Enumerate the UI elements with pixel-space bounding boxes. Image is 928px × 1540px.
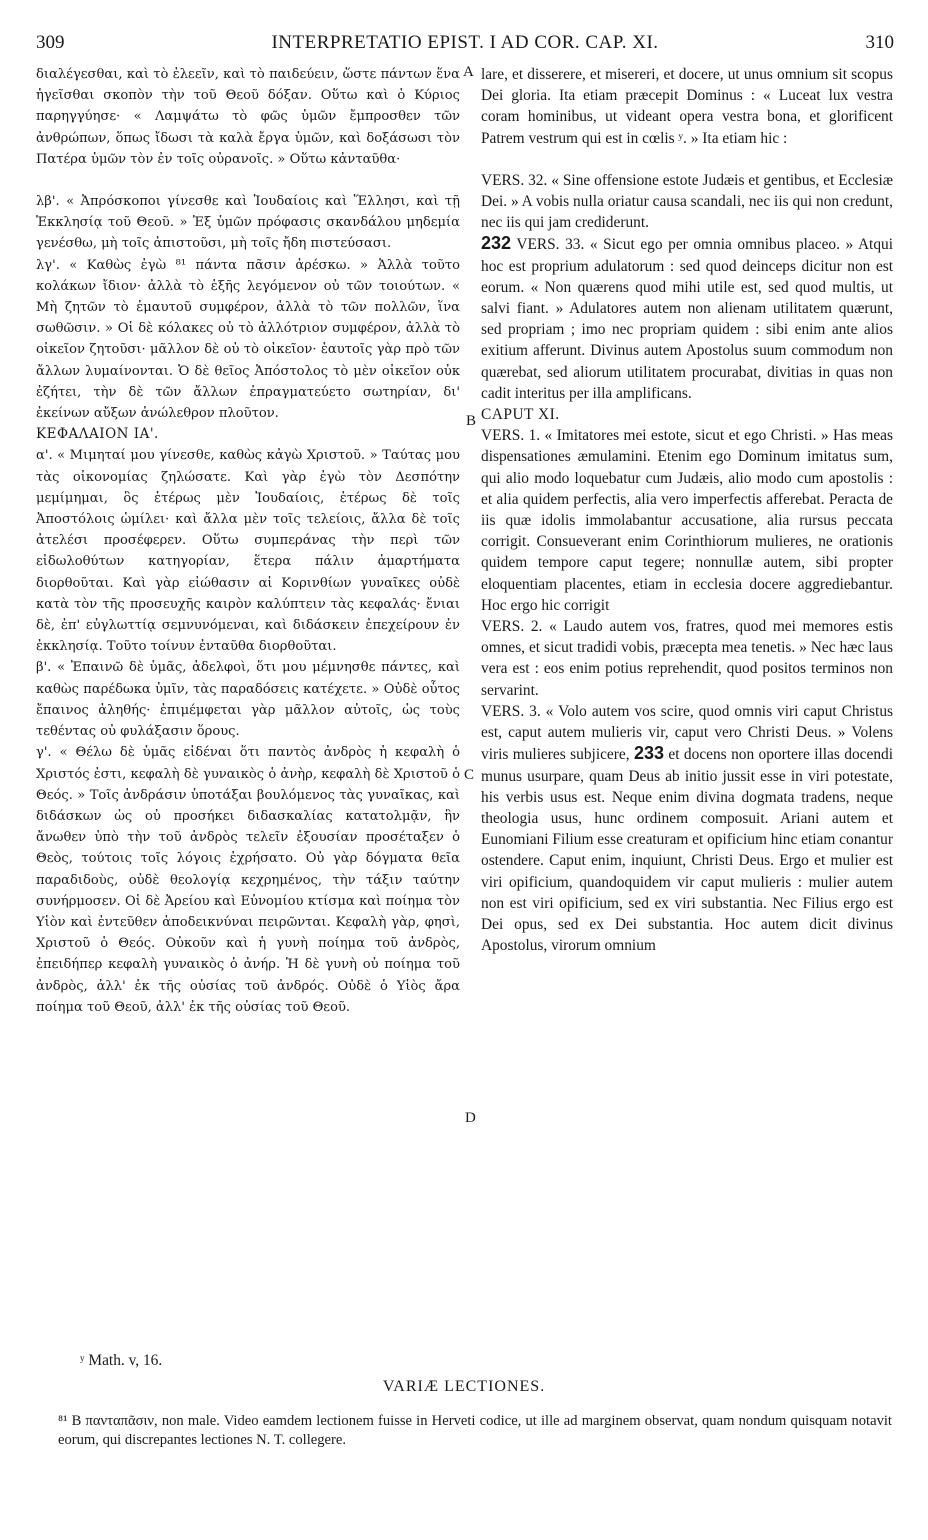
greek-chapter-heading: ΚΕΦΑΛΑΙΟΝ ΙΑ'. [36, 426, 159, 443]
margin-letter-d: D [465, 1110, 476, 1126]
latin-paragraph-6a: VERS. 3. « Volo autem vos scire, quod omnis viri caput Christus est, caput autem mulieris vir, caput vero Christi Deus. » Volens viris mulieres subjicere, [481, 702, 893, 764]
latin-paragraph-6 [481, 701, 893, 956]
latin-paragraph-3 [481, 233, 893, 404]
latin-paragraph-4: VERS. 1. « Imitatores mei estote, sicut et ego Christi. » Has meas dispensationes æmulamini. Etenim ego Dominum imitatus sum, qui alio modo loquebatur cum Judæis, alio modo cum apostolis : et alia quidem perfectis, alia vero imperfectis afferebat. Peracta de iis quæ idolis immolabantur accusatione, alia rursus peccata corrigit. Consueverant enim Corinthiorum mulieres, ne orationis quidem tempore caput tegere; nonnullæ autem, sibi propter eloquentiam placentes, etiam in ecclesia docere aggrediebantur. Hoc ergo hic corrigit [481, 427, 893, 614]
greek-paragraph-3: λγ'. « Καθὼς ἐγὼ ⁸¹ πάντα πᾶσιν ἀρέσκω. » Ἀλλὰ τοῦτο κολάκων ἴδιον· ἀλλὰ τὸ ἑξῆς λεγόμενον οὐ τῶν τοιούτων. « Μὴ ζητῶν τὸ ἐμαυτοῦ συμφέρον, ἀλλὰ τὸ τῶν πολλῶν, ἵνα σωθῶσιν. » Οἱ δὲ κόλακες οὐ τὸ ἀλλότριον συμφέρον, ἀλλὰ τὸ οἰκεῖον ζητοῦσι· μᾶλλον δὲ οὐ τὸ οἰκεῖον· ἑαυτοῖς γὰρ πρὸ τῶν ἄλλων λυμαίνονται. Ὁ δὲ θεῖος Ἀπόστολος τὸ μὲν οἰκεῖον οὐκ ἐζήτει, τὴν δὲ τῶν ἄλλων ἐπραγματεύετο σωτηρίαν, δι' ἐκείνων αὔξων ἀνώλεθρον πλοῦτον. [36, 257, 460, 422]
margin-letter-c: C [464, 767, 475, 783]
page-marker-232: 232 [481, 233, 512, 254]
greek-paragraph-4: α'. « Μιμηταί μου γίνεσθε, καθὼς κἀγὼ Χριστοῦ. » Ταύτας μου τὰς οἰκονομίας ζηλώσατε. Καὶ γὰρ ἐγὼ τὸν Δεσπότην μεμίμημαι, ὃς ἑτέρως μὲν Ἰουδαίοις, ἑτέρως δὲ τοῖς Ἀποστόλοις ὡμίλει· καὶ ἄλλα μὲν τοῖς τελείοις, ἄλλα δὲ τοῖς ἀτελέσι προσέφερεν. Οὕτω συμπεράνας τὴν περὶ τῶν εἰδωλοθύτων κατηγορίαν, ἕτερα πάλιν ἁμαρτήματα διορθοῦται. Καὶ γὰρ εἰώθασιν αἱ Κορινθίων γυναῖκες οὐδὲ κατὰ τὸν τῆς προσευχῆς καιρὸν καλύπτειν τὰς κεφαλάς· ἔνιαι δὲ, ἐπ' εὐγλωττίᾳ σεμνυνόμεναι, καὶ διδάσκειν ἐπεχείρουν ἐν ἐκκλησίᾳ. Τοῦτο τοίνυν ἐνταῦθα διορθοῦται. [36, 448, 460, 655]
latin-chapter-heading: CAPUT XI. [481, 406, 560, 424]
latin-column [481, 64, 893, 956]
greek-column [36, 64, 460, 1018]
latin-paragraph-2: VERS. 32. « Sine offensione estote Judæis et gentibus, et Ecclesiæ Dei. » A vobis nulla oriatur causa scandali, nec iis qui non credunt, nec iis qui jam crediderunt. [481, 171, 893, 232]
latin-paragraph-1: lare, et disserere, et misereri, et docere, ut unus omnium sit scopus Dei gloria. Ita etiam præcepit Dominus : « Luceat lux vestra coram hominibus, ut videant opera vestra bona, et glorificent Patrem vestrum qui est in cœlis ʸ. » Ita etiam hic : [481, 66, 893, 147]
latin-paragraph-5: VERS. 2. « Laudo autem vos, fratres, quod mei memores estis omnes, et sicut tradidi vobis, præcepta mea tenetis. » Nec hæc laus vera est : eos enim potius reprehendit, quod positos terminos non servarint. [481, 618, 893, 699]
variae-lectiones-title: VARIÆ LECTIONES. [382, 1378, 546, 1395]
running-title: INTERPRETATIO EPIST. I AD COR. CAP. XI. [271, 32, 659, 53]
variae-lectiones-text: ⁸¹ B πανταπᾶσιν, non male. Video eamdem lectionem fuisse in Herveti codice, ut ille ad marginem observat, quam nondum quisquam notavit eorum, qui discrepantes lectiones N. T. collegere. [58, 1413, 892, 1448]
greek-paragraph-1: διαλέγεσθαι, καὶ τὸ ἐλεεῖν, καὶ τὸ παιδεύειν, ὥστε πάντων ἕνα ἡγεῖσθαι σκοπὸν τὴν τοῦ Θεοῦ δόξαν. Οὕτω καὶ ὁ Κύριος παρηγγύησε· « Λαμψάτω τὸ φῶς ὑμῶν ἔμπροσθεν τῶν ἀνθρώπων, ὅπως ἴδωσι τὰ καλὰ ἔργα ὑμῶν, καὶ δοξάσωσι τὸν Πατέρα ὑμῶν τὸν ἐν τοῖς οὐρανοῖς. » Οὕτω κἀνταῦθα· [36, 67, 460, 167]
page-number-left: 309 [36, 32, 65, 53]
latin-paragraph-3-text: VERS. 33. « Sicut ego per omnia omnibus placeo. » Atqui hoc est proprium adulatorum : sed quod deinceps dicitur non est eorum. « Non quærens quod mihi utile est, sed quod multis, ut salvi fiant. » Adulatores autem non alienam utilitatem quærunt, sed propriam ; imo nec propriam quidem : sibi enim ante alios exitium afferunt. Divinus autem Apostolus suum commodum non quærebat, sed aliorum utilitatem procurabat, divitias in quas non cadit interitus per illa amplificans. [481, 236, 893, 402]
latin-paragraph-6b: et docens non oportere illas docendi munus usurpare, quam Deus ab initio jussit esse in viri potestate, his verbis usus est. Neque enim divina dogmata tradens, neque theologia usus, hunc ordinem composuit. Ariani autem et Eunomiani Filium esse creaturam et opificium hinc etiam conantur ostendere. Caput enim, inquiunt, Christi Deus. Ergo et mulier est viri opificium, quandoquidem vir caput mulieris : mulier autem non est viri opificium, sed ex viri substantia. Nec Filius ergo est Dei opus, sed ex Dei substantia. Hoc autem dicit divinus Apostolus, virorum omnium [481, 746, 894, 955]
margin-letter-a: A [463, 64, 474, 80]
margin-letter-b: B [466, 413, 477, 429]
footnote-math: ʸ Math. v, 16. [80, 1352, 163, 1369]
greek-paragraph-2: λβ'. « Ἀπρόσκοποι γίνεσθε καὶ Ἰουδαίοις καὶ Ἕλλησι, καὶ τῇ Ἐκκλησίᾳ τοῦ Θεοῦ. » Ἐξ ὑμῶν πρόφασις σκανδάλου μηδεμία γενέσθω, μὴ τοῖς ἀπιστοῦσι, μὴ τοῖς ἤδη πιστεύσασι. [36, 194, 460, 252]
page-number-right: 310 [865, 32, 894, 53]
greek-paragraph-5: β'. « Ἐπαινῶ δὲ ὑμᾶς, ἀδελφοὶ, ὅτι μου μέμνησθε πάντες, καὶ καθὼς παρέδωκα ὑμῖν, τὰς παραδόσεις κατέχετε. » Οὐδὲ οὗτος ἔπαινος ἀληθής· ἐπιμέμφεται γὰρ μᾶλλον αὐτοῖς, ὡς τοὺς τεθέντας οὐ φυλάξασιν ὅρους. [36, 660, 460, 740]
greek-paragraph-6: γ'. « Θέλω δὲ ὑμᾶς εἰδέναι ὅτι παντὸς ἀνδρὸς ἡ κεφαλὴ ὁ Χριστός ἐστι, κεφαλὴ δὲ γυναικὸς ὁ ἀνὴρ, κεφαλὴ δὲ Χριστοῦ ὁ Θεός. » Τοῖς ἀνδράσιν ὑποτάξαι βουλόμενος τὰς γυναῖκας, καὶ διδάσκων ὡς οὐ προσήκει διδασκαλίας κατατολμᾷν, ἣν ἄνωθεν ὑπὸ τὴν τοῦ ἀνδρὸς τελεῖν ἐξουσίαν προσέταξεν ὁ Θεὸς, τούτοις τοῖς λόγοις ἐχρήσατο. Οὐ γὰρ δόγματα θεῖα παραδιδοὺς, οὐδὲ θεολογίᾳ κεχρημένος, τὴν τάξιν ταύτην συνήρμοσεν. Οἱ δὲ Ἀρείου καὶ Εὐνομίου κτίσμα καὶ ποίημα τὸν Υἱὸν καὶ ἐντεῦθεν ἀποδεικνύναι πειρῶνται. Κεφαλὴ γὰρ, φησὶ, Χριστοῦ ὁ Θεός. Οὐκοῦν καὶ ἡ γυνὴ ποίημα τοῦ ἀνδρὸς, ἐπειδήπερ κεφαλὴ γυναικὸς ὁ ἀνήρ. Ἡ δὲ γυνὴ οὐ ποίημα τοῦ ἀνδρὸς, ἀλλ' ἐκ τῆς οὐσίας τοῦ ἀνδρός. Οὐδὲ ὁ Υἱὸς ἄρα ποίημα τοῦ Θεοῦ, ἀλλ' ἐκ τῆς οὐσίας τοῦ Θεοῦ. [36, 745, 460, 1015]
page-marker-233: 233 [633, 743, 665, 764]
page-header [36, 32, 894, 58]
